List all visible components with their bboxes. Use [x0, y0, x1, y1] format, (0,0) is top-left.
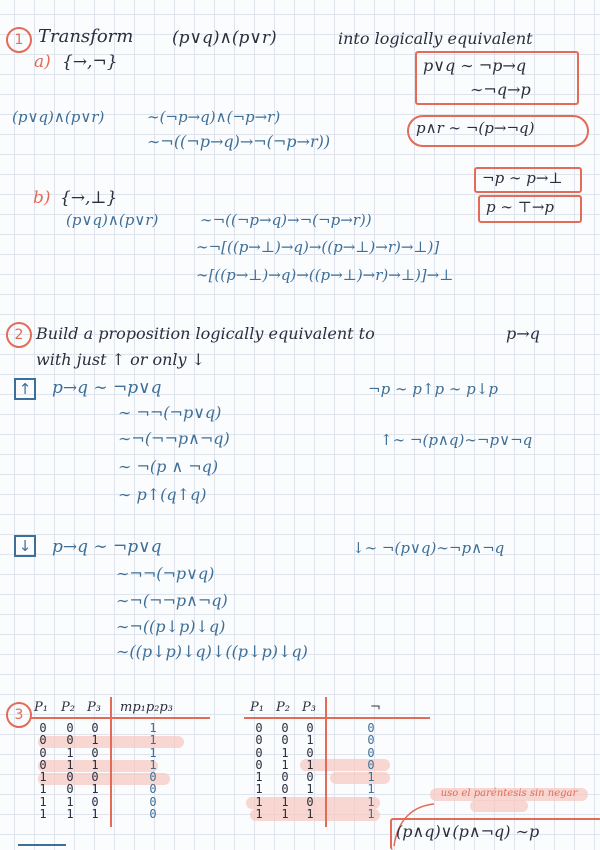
- table-cell: 1: [66, 794, 74, 809]
- table-cell: 0: [306, 745, 314, 760]
- table-cell: 0: [306, 770, 314, 785]
- nand-section-icon: ↑: [14, 378, 36, 400]
- table-1-header-rule: [30, 717, 210, 719]
- table-cell: 1: [367, 770, 375, 785]
- bottom-edge-rule: [18, 844, 66, 846]
- table-cell: 1: [149, 757, 157, 772]
- table-2-column-output: [364, 722, 378, 820]
- nor-step-2: ∼¬¬(¬p∨q): [116, 564, 215, 583]
- table-cell: 0: [149, 794, 157, 809]
- exercise-1-expression: (p∨q)∧(p∨r): [172, 28, 277, 48]
- table-cell: 0: [281, 733, 289, 748]
- table-cell: 1: [281, 794, 289, 809]
- table-cell: 0: [91, 770, 99, 785]
- table-cell: 1: [39, 794, 47, 809]
- table-cell: 0: [149, 770, 157, 785]
- table-2-header-rule: [244, 717, 430, 719]
- table-1-column-p3: [88, 722, 102, 820]
- table-cell: 1: [281, 807, 289, 822]
- table-cell: 1: [367, 807, 375, 822]
- table-cell: 0: [91, 745, 99, 760]
- nand-step-3: ∼¬(¬¬p∧¬q): [118, 429, 230, 448]
- table-1-column-output: [146, 722, 160, 820]
- exercise-1-number: 1: [6, 27, 32, 53]
- part-b-label: b): [33, 188, 51, 208]
- exercise-2-number: 2: [6, 322, 32, 348]
- table-cell: 0: [91, 721, 99, 735]
- table-1-header-p1: P₁: [34, 700, 48, 715]
- table-cell: 1: [91, 757, 99, 772]
- part-b-connective-set: {→,⊥}: [60, 188, 118, 208]
- table-2-column-p1: [252, 722, 266, 820]
- table-2-header-p1: P₁: [250, 700, 264, 715]
- table-1-column-p1: [36, 722, 50, 820]
- table-cell: 0: [281, 721, 289, 735]
- table-cell: 0: [306, 721, 314, 735]
- table-cell: 0: [255, 745, 263, 760]
- nand-step-1: p→q ∼ ¬p∨q: [52, 378, 162, 398]
- nor-step-5: ∼((p↓p)↓q)↓((p↓p)↓q): [116, 642, 308, 661]
- table-cell: 1: [306, 807, 314, 822]
- nand-step-4: ∼ ¬(p ∧ ¬q): [118, 457, 219, 476]
- table-cell: 1: [281, 757, 289, 772]
- part-a-step-2: ∼¬((¬p→q)→¬(¬p→r)): [147, 132, 331, 151]
- table-cell: 0: [39, 733, 47, 748]
- table-cell: 0: [66, 733, 74, 748]
- nor-step-1: p→q ∼ ¬p∨q: [52, 537, 162, 557]
- part-a-label: a): [34, 52, 51, 72]
- exercise-1-tail: into logically equivalent: [338, 29, 533, 48]
- table-cell: 0: [149, 782, 157, 797]
- table-cell: 0: [149, 807, 157, 822]
- nand-step-2: ∼ ¬¬(¬p∨q): [118, 403, 222, 422]
- nor-definition-note: ↓∼ ¬(p∨q)∼¬p∧¬q: [352, 539, 505, 557]
- table-cell: 1: [281, 745, 289, 760]
- table-cell: 0: [39, 757, 47, 772]
- table-cell: 0: [281, 770, 289, 785]
- table-1-column-rule: [110, 697, 112, 827]
- table-2-header-p2: P₂: [276, 700, 290, 715]
- table-cell: 0: [306, 794, 314, 809]
- table-cell: 0: [367, 757, 375, 772]
- table-1-header-p3: P₃: [87, 700, 101, 715]
- table-2-header-negation: ¬: [370, 700, 381, 715]
- table-cell: 1: [149, 721, 157, 735]
- table-cell: 1: [66, 807, 74, 822]
- result-expression: (p∧q)∨(p∧¬q) ∼p: [396, 822, 540, 841]
- table-1-header-p2: P₂: [61, 700, 75, 715]
- table-cell: 1: [255, 807, 263, 822]
- table-cell: 0: [255, 733, 263, 748]
- part-b-step-1-rhs: ∼¬((¬p→q)→¬(¬p→r)): [200, 211, 372, 229]
- table-cell: 1: [149, 733, 157, 748]
- exercise-3-number: 3: [6, 702, 32, 728]
- part-a-step-1-rhs: ∼(¬p→q)∧(¬p→r): [147, 108, 281, 126]
- exercise-2-target: p→q: [506, 324, 540, 343]
- table-cell: 1: [367, 782, 375, 797]
- table-cell: 1: [149, 745, 157, 760]
- table-1-column-p2: [63, 722, 77, 820]
- annotation-note: uso el paréntesis sin negar: [440, 788, 578, 799]
- table-cell: 1: [39, 807, 47, 822]
- table-cell: 0: [66, 782, 74, 797]
- table-cell: 0: [39, 721, 47, 735]
- nand-definition-note: ↑∼ ¬(p∧q)∼¬p∨¬q: [380, 431, 533, 449]
- exercise-2-title: Build a proposition logically equivalent to: [36, 324, 375, 343]
- table-cell: 1: [39, 782, 47, 797]
- table-cell: 1: [66, 757, 74, 772]
- equivalence-box-line-1: p∨q ∼ ¬p→q: [423, 56, 527, 75]
- exercise-2-restriction: with just ↑ or only ↓: [36, 350, 206, 369]
- part-b-step-3: ∼[((p→⊥)→q)→((p→⊥)→r)→⊥)]→⊥: [196, 266, 454, 284]
- table-cell: 1: [306, 757, 314, 772]
- table-cell: 1: [255, 770, 263, 785]
- note-highlight: [470, 800, 528, 812]
- nand-negation-note: ¬p ∼ p↑p ∼ p↓p: [368, 380, 498, 398]
- top-equivalence-text: p ∼ ⊤→p: [486, 198, 554, 216]
- table-cell: 1: [91, 782, 99, 797]
- part-b-step-1-lhs: (p∨q)∧(p∨r): [66, 211, 159, 229]
- nor-step-3: ∼¬(¬¬p∧¬q): [116, 591, 228, 610]
- negation-bottom-text: ¬p ∼ p→⊥: [482, 169, 563, 187]
- table-cell: 1: [66, 745, 74, 760]
- table-cell: 1: [39, 770, 47, 785]
- table-cell: 0: [367, 721, 375, 735]
- table-1-header-minterm: mp₁p₂p₃: [120, 700, 173, 715]
- table-2-column-p3: [303, 722, 317, 820]
- table-2-column-rule: [325, 697, 327, 827]
- table-cell: 0: [66, 721, 74, 735]
- equivalence-box-line-2: ∼¬q→p: [470, 80, 531, 99]
- table-cell: 0: [255, 721, 263, 735]
- table-cell: 0: [367, 745, 375, 760]
- table-2-header-p3: P₃: [302, 700, 316, 715]
- table-cell: 1: [306, 733, 314, 748]
- nand-step-5: ∼ p↑(q↑q): [118, 485, 207, 504]
- table-2-highlight: [330, 772, 390, 784]
- part-a-connective-set: {→,¬}: [62, 52, 118, 72]
- table-cell: 0: [255, 757, 263, 772]
- conjunction-equivalence-text: p∧r ∼ ¬(p→¬q): [416, 119, 535, 137]
- table-2-column-p2: [278, 722, 292, 820]
- nor-step-4: ∼¬((p↓p)↓q): [116, 617, 226, 636]
- table-cell: 1: [367, 794, 375, 809]
- nor-section-icon: ↓: [14, 535, 36, 557]
- table-cell: 0: [39, 745, 47, 760]
- exercise-1-title: Transform: [38, 26, 134, 47]
- table-cell: 0: [367, 733, 375, 748]
- table-cell: 1: [255, 794, 263, 809]
- table-cell: 0: [281, 782, 289, 797]
- table-cell: 1: [306, 782, 314, 797]
- table-cell: 1: [255, 782, 263, 797]
- table-cell: 0: [66, 770, 74, 785]
- table-cell: 1: [91, 807, 99, 822]
- part-b-step-2: ∼¬[((p→⊥)→q)→((p→⊥)→r)→⊥)]: [196, 238, 440, 256]
- part-a-step-1-lhs: (p∨q)∧(p∨r): [12, 108, 105, 126]
- table-cell: 0: [91, 794, 99, 809]
- table-cell: 1: [91, 733, 99, 748]
